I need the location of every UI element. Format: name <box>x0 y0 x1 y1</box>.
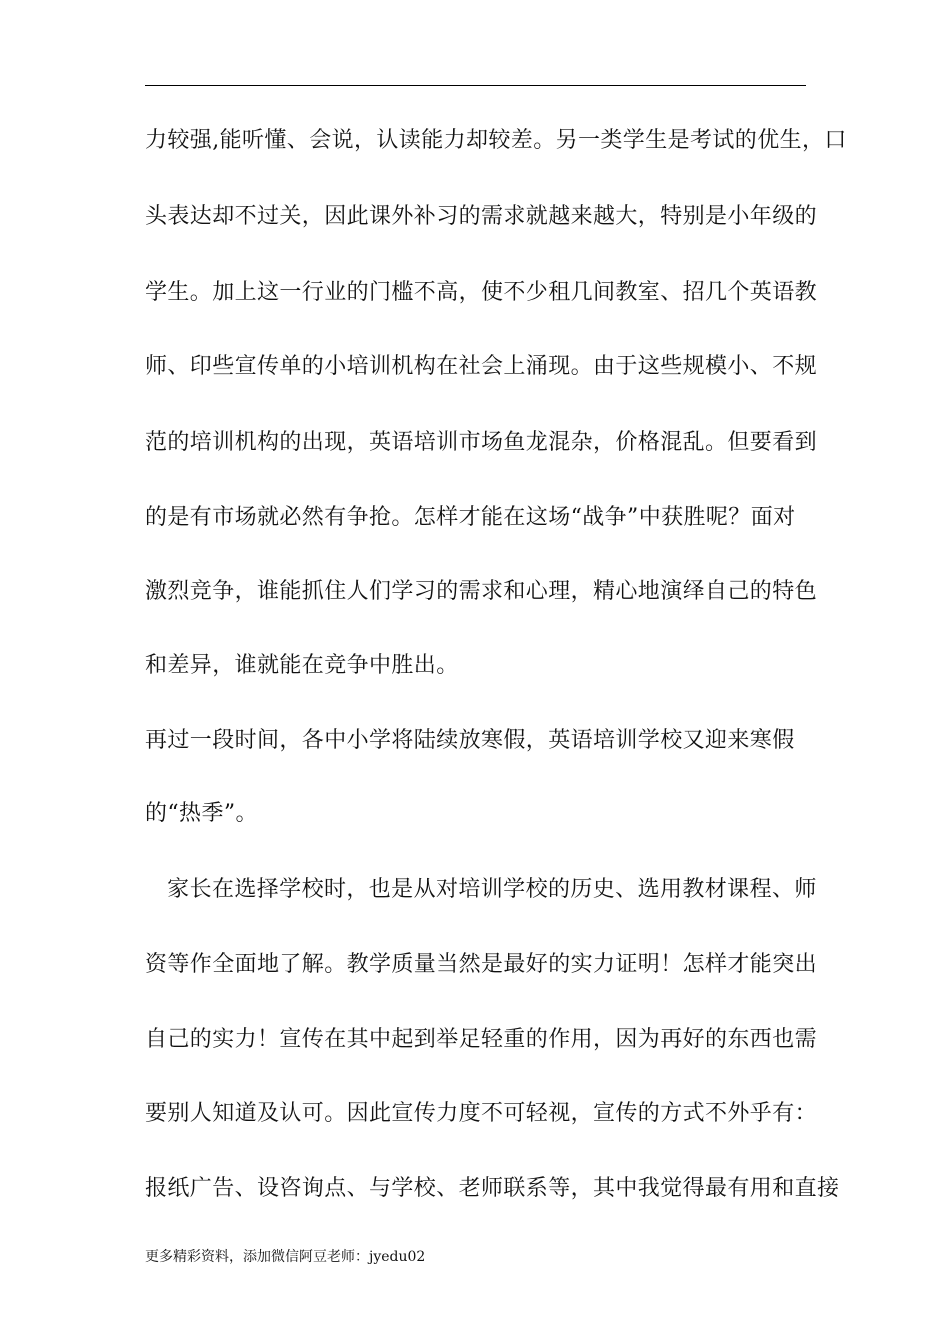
text-line: 要别人知道及认可。因此宣传力度不可轻视，宣传的方式不外乎有： <box>145 1101 818 1126</box>
text-line: 的“热季”。 <box>145 801 258 826</box>
text-line: 范的培训机构的出现，英语培训市场鱼龙混杂，价格混乱。但要看到 <box>145 430 818 455</box>
text-line: 报纸广告、设咨询点、与学校、老师联系等，其中我觉得最有用和直接 <box>145 1176 840 1201</box>
text-line: 激烈竞争，谁能抓住人们学习的需求和心理，精心地演绎自己的特色 <box>145 579 818 604</box>
text-line: 学生。加上这一行业的门槛不高，使不少租几间教室、招几个英语教 <box>145 280 818 305</box>
footer-note: 更多精彩资料，添加微信阿豆老师：jyedu02 <box>145 1249 426 1265</box>
text-line: 再过一段时间，各中小学将陆续放寒假，英语培训学校又迎来寒假 <box>145 728 795 753</box>
text-line: 头表达却不过关，因此课外补习的需求就越来越大，特别是小年级的 <box>145 204 818 229</box>
text-line: 和差异，谁就能在竞争中胜出。 <box>145 653 459 678</box>
header-rule <box>145 85 806 86</box>
text-line: 自己的实力！宣传在其中起到举足轻重的作用，因为再好的东西也需 <box>145 1027 818 1052</box>
text-line: 家长在选择学校时，也是从对培训学校的历史、选用教材课程、师 <box>145 877 817 902</box>
text-line: 师、印些宣传单的小培训机构在社会上涌现。由于这些规模小、不规 <box>145 354 818 379</box>
text-line: 力较强,能听懂、会说，认读能力却较差。另一类学生是考试的优生，口 <box>145 128 847 153</box>
text-line: 的是有市场就必然有争抢。怎样才能在这场“战争”中获胜呢？面对 <box>145 505 796 530</box>
text-line: 资等作全面地了解。教学质量当然是最好的实力证明！怎样才能突出 <box>145 952 818 977</box>
